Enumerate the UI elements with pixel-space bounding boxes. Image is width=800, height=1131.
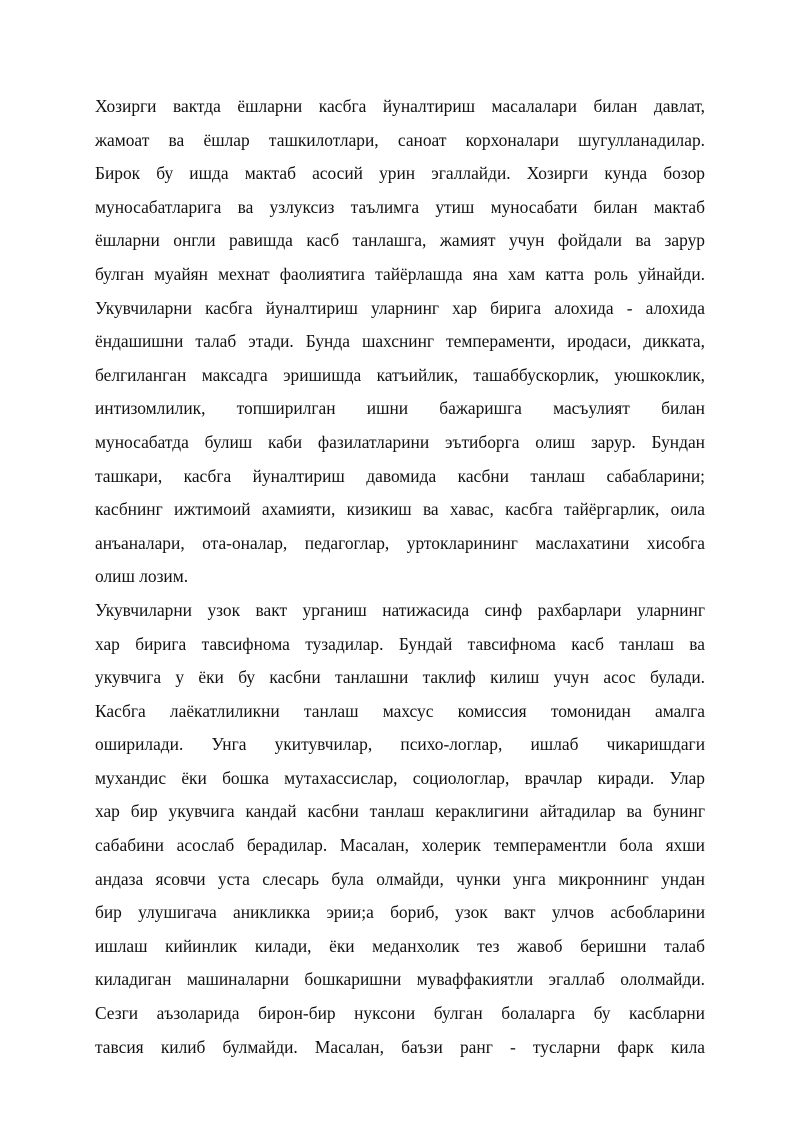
text-line: булган муайян мехнат фаолиятига тайёрлашда яна хам катта роль уйнайди. bbox=[95, 263, 705, 284]
text-line: Касбга лаёкатлиликни танлаш махсус комиссия томонидан амалга bbox=[95, 700, 705, 721]
text-line: киладиган машиналарни бошкаришни муваффакиятли эгаллаб ололмайди. bbox=[95, 969, 705, 990]
paragraph bbox=[95, 594, 705, 1064]
text-line: Укувчиларни касбга йуналтириш уларнинг хар бирига алохида - алохида bbox=[95, 297, 705, 318]
paragraph bbox=[95, 90, 705, 594]
text-line: хар бир укувчига кандай касбни танлаш кераклигини айтадилар ва бунинг bbox=[95, 801, 705, 822]
text-line: олиш лозим. bbox=[95, 566, 189, 587]
text-line: оширилади. Унга укитувчилар, психо-логлар, ишлаб чикаришдаги bbox=[95, 734, 705, 755]
text-line: Сезги аъзоларида бирон-бир нуксони булган болаларга бу касбларни bbox=[95, 1003, 705, 1024]
body-text bbox=[95, 90, 705, 1064]
text-line: ёшларни онгли равишда касб танлашга, жамият учун фойдали ва зарур bbox=[95, 230, 705, 251]
text-line: белгиланган максадга эришишда катъийлик, ташаббускорлик, уюшкоклик, bbox=[95, 364, 705, 385]
text-line: ташкари, касбга йуналтириш давомида касбни танлаш сабабларини; bbox=[95, 465, 705, 486]
text-line: тавсия килиб булмайди. Масалан, баъзи ранг - тусларни фарк кила bbox=[95, 1036, 705, 1057]
text-line: мухандис ёки бошка мутахассислар, социологлар, врачлар киради. Улар bbox=[95, 767, 705, 788]
text-line: Хозирги вактда ёшларни касбга йуналтириш масалалари билан давлат, bbox=[95, 96, 705, 116]
text-line: ишлаш кийинлик килади, ёки меданхолик тез жавоб беришни талаб bbox=[95, 935, 705, 956]
text-line: муносабатларига ва узлуксиз таълимга утиш муносабати билан мактаб bbox=[95, 196, 705, 217]
text-line: муносабатда булиш каби фазилатларини эътиборга олиш зарур. Бундан bbox=[95, 431, 705, 452]
text-line: Укувчиларни узок вакт урганиш натижасида синф рахбарлари уларнинг bbox=[95, 599, 705, 620]
text-line: анъаналари, ота-оналар, педагоглар, уртокларининг маслахатини хисобга bbox=[95, 532, 705, 553]
text-line: сабабини асослаб берадилар. Масалан, холерик темпераментли бола яхши bbox=[95, 835, 705, 856]
text-line: интизомлилик, топширилган ишни бажаришга масъулият билан bbox=[95, 398, 705, 419]
text-line: ёндашишни талаб этади. Бунда шахснинг темпераменти, иродаси, диккатa, bbox=[95, 331, 705, 352]
text-line: укувчига у ёки бу касбни танлашни таклиф килиш учун асос булади. bbox=[95, 667, 705, 688]
text-line: жамоат ва ёшлар ташкилотлари, саноат корхоналари шугулланадилар. bbox=[95, 129, 705, 150]
text-line: касбнинг ижтимоий ахамияти, кизикиш ва хавас, касбга тайёргарлик, оила bbox=[95, 499, 705, 520]
text-line: хар бирига тавсифнома тузадилар. Бундай тавсифнома касб танлаш ва bbox=[95, 633, 705, 654]
text-line: андаза ясовчи уста слесарь була олмайди, чунки унга микроннинг ундан bbox=[95, 868, 705, 889]
text-line: бир улушигача аникликка эрии;а бориб, узок вакт улчов асбобларини bbox=[95, 902, 705, 923]
text-line: Бирок бу ишда мактаб асосий урин эгаллайди. Хозирги кунда бозор bbox=[95, 163, 705, 184]
